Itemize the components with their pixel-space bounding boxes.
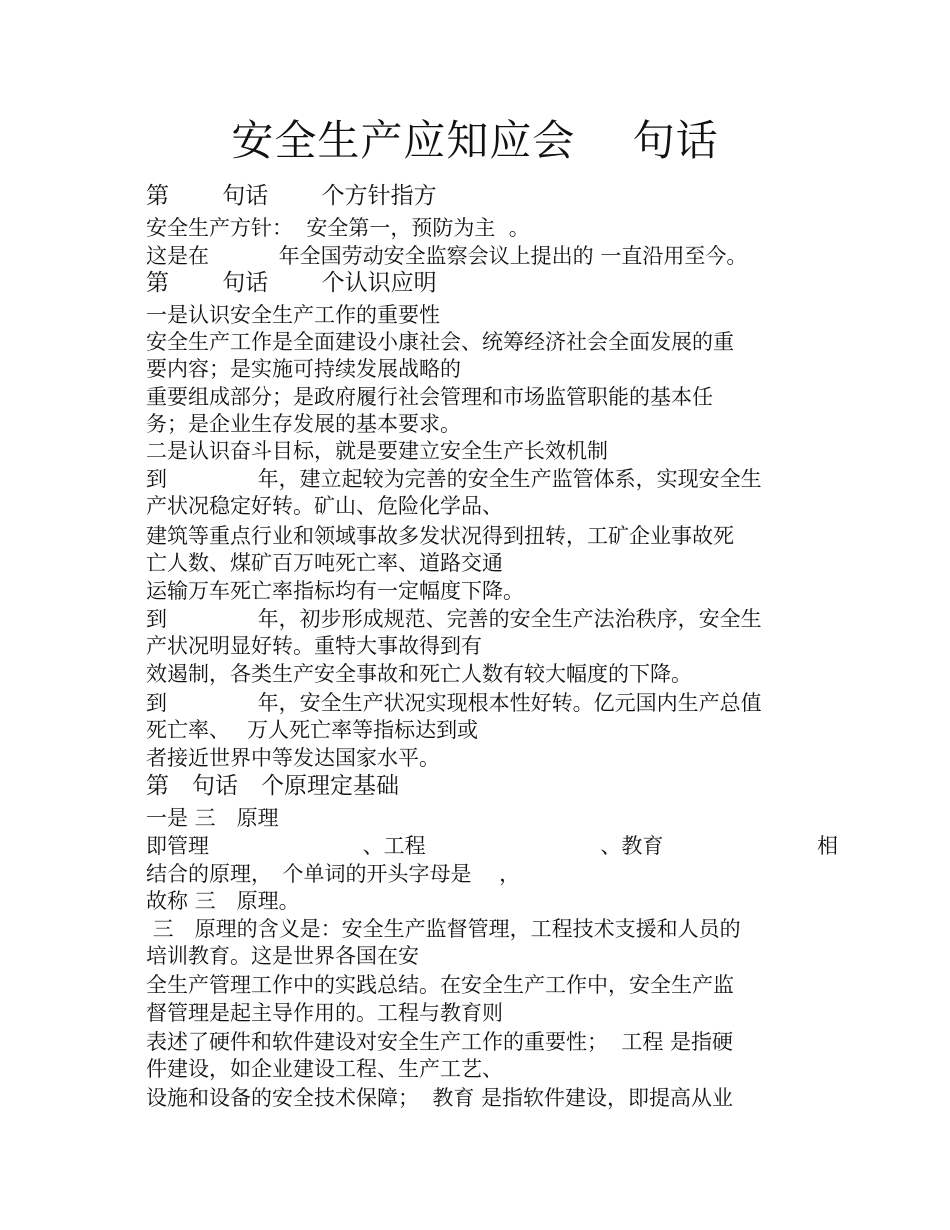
text-line: 表述了硬件和软件建设对安全生产工作的重要性； 工程 是指硬 (146, 1030, 734, 1054)
text-line: 一是认识安全生产工作的重要性 (146, 303, 440, 327)
text-line: 安全生产方针： 安全第一，预防为主 。 (146, 216, 530, 240)
text-line: 到 年，建立起较为完善的安全生产监管体系，实现安全生 (146, 467, 762, 491)
text-line: 一是 三 原理 (146, 806, 279, 830)
text-line: 效遏制，各类生产安全事故和死亡人数有较大幅度的下降。 (146, 662, 692, 686)
text-line: 要内容；是实施可持续发展战略的 (146, 357, 461, 381)
text-line: 结合的原理， 个单词的开头字母是 ， (146, 862, 521, 886)
text-line: 安全生产工作是全面建设小康社会、统筹经济社会全面发展的重 (146, 330, 734, 354)
text-line: 培训教育。这是世界各国在安 (146, 944, 419, 968)
text-line: 二是认识奋斗目标，就是要建立安全生产长效机制 (146, 439, 608, 463)
text-line: 设施和设备的安全技术保障； 教育 是指软件建设，即提高从业 (146, 1086, 734, 1110)
text-line: 三 原理的含义是：安全生产监督管理，工程技术支援和人员的 (146, 917, 741, 941)
section-heading-2: 第 句话 个认识应明 (146, 270, 437, 296)
text-line: 产状况稳定好转。矿山、危险化学品、 (146, 494, 503, 518)
text-line: 即管理 、工程 、教育 相 (146, 834, 839, 858)
text-line: 件建设，如企业建设工程、生产工艺、 (146, 1057, 503, 1081)
text-line: 建筑等重点行业和领域事故多发状况得到扭转，工矿企业事故死 (146, 524, 734, 548)
text-line: 故称 三 原理。 (146, 889, 300, 913)
text-line: 重要组成部分；是政府履行社会管理和市场监管职能的基本任 (146, 385, 713, 409)
text-line: 死亡率、 万人死亡率等指标达到或 (146, 718, 479, 742)
page-title: 安全生产应知应会 句话 (231, 116, 719, 165)
section-heading-1: 第 句话 个方针指方 (146, 183, 437, 209)
text-line: 者接近世界中等发达国家水平。 (146, 746, 440, 770)
text-line: 这是在 年全国劳动安全监察会议上提出的 一直沿用至今。 (146, 244, 748, 268)
text-line: 产状况明显好转。重特大事故得到有 (146, 634, 482, 658)
text-line: 运输万车死亡率指标均有一定幅度下降。 (146, 579, 524, 603)
text-line: 到 年，初步形成规范、完善的安全生产法治秩序，安全生 (146, 607, 762, 631)
text-line: 全生产管理工作中的实践总结。在安全生产工作中，安全生产监 (146, 973, 734, 997)
text-line: 务；是企业生存发展的基本要求。 (146, 412, 461, 436)
section-heading-3: 第 句话 个原理定基础 (146, 773, 399, 799)
text-line: 督管理是起主导作用的。工程与教育则 (146, 1001, 503, 1025)
text-line: 到 年，安全生产状况实现根本性好转。亿元国内生产总值 (146, 691, 762, 715)
text-line: 亡人数、煤矿百万吨死亡率、道路交通 (146, 551, 503, 575)
